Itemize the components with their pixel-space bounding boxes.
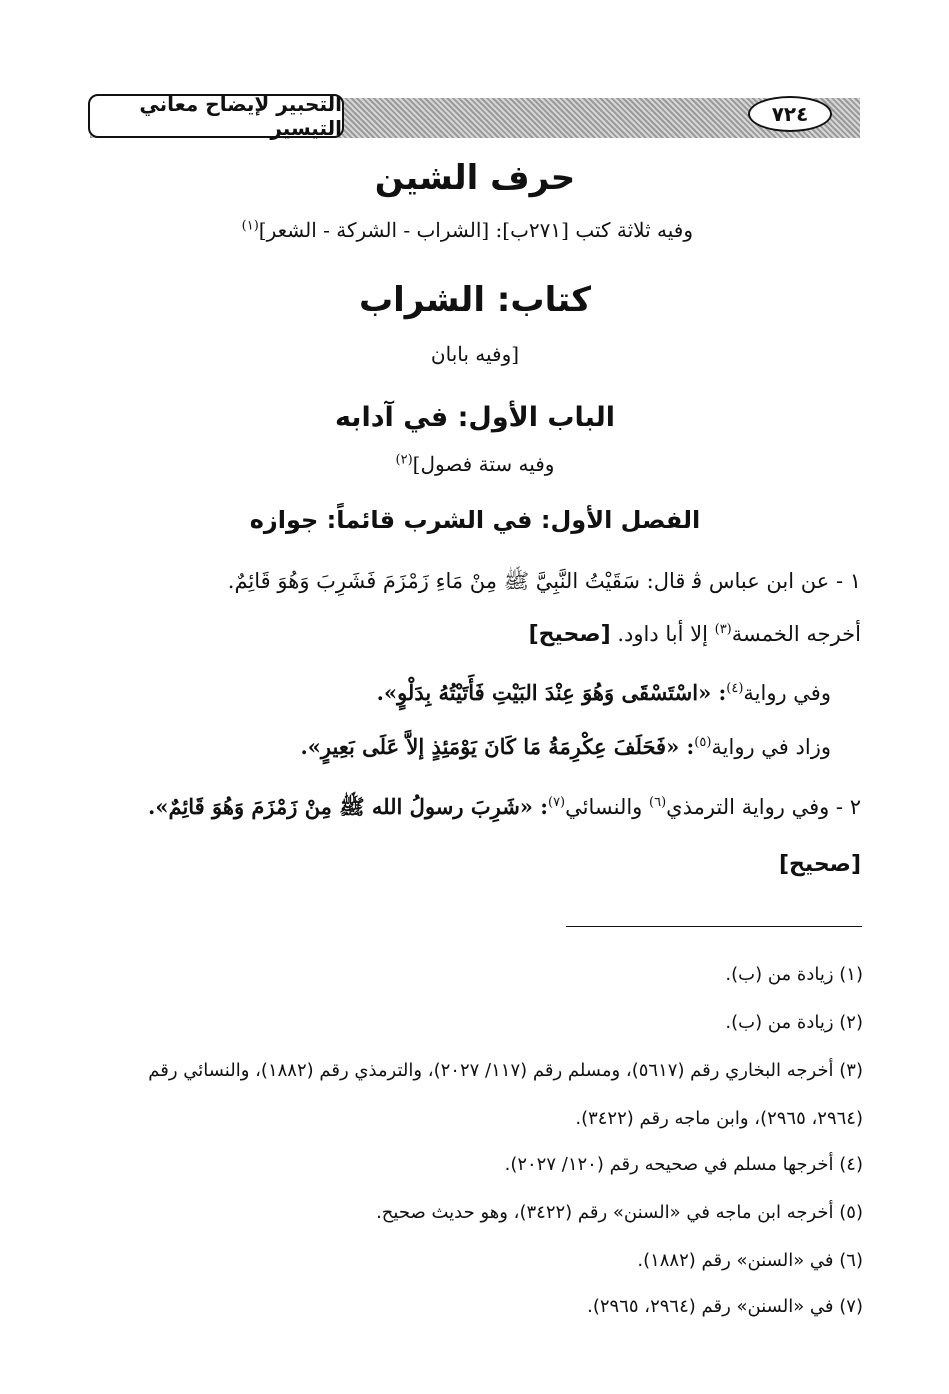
chapter-subtitle-text: وفيه ستة فصول] xyxy=(412,452,555,476)
hadith-1-takhrij xyxy=(529,622,861,647)
footnote-3-line-2 xyxy=(575,1108,863,1129)
footnote-ref-5[interactable]: (٥) xyxy=(694,735,712,750)
section-subtitle xyxy=(242,218,693,242)
hadith-1-riwaya-2 xyxy=(300,734,831,759)
book-title-text: كتاب: الشراب xyxy=(358,280,591,320)
fasl-title-text: الفصل الأول: في الشرب قائماً: جوازه xyxy=(249,506,701,534)
hadith-1 xyxy=(228,568,861,599)
footnote-ref-1[interactable]: (١) xyxy=(241,218,259,234)
footnote-2 xyxy=(725,1012,863,1033)
footnote-7 xyxy=(587,1296,863,1317)
footnote-5-text: (٥) أخرجه ابن ماجه في «السنن» رقم (٣٤٢٢)، وهو حديث صحيح. xyxy=(376,1202,863,1223)
running-header-title-text: التحبير لإيضاح معاني التيسير xyxy=(139,92,342,140)
hadith-2-grade xyxy=(779,852,861,877)
hadith-1-riwaya-1 xyxy=(377,680,831,705)
footnote-ref-3[interactable]: (٣) xyxy=(714,622,732,637)
footnote-5 xyxy=(376,1202,863,1223)
footnote-7-text: (٧) في «السنن» رقم (٢٩٦٤، ٢٩٦٥). xyxy=(587,1296,863,1317)
running-header-title xyxy=(88,94,344,138)
chapter-subtitle xyxy=(90,452,860,476)
chapter-title-text: الباب الأول: في آدابه xyxy=(334,402,616,433)
footnote-2-text: (٢) زيادة من (ب). xyxy=(725,1012,863,1033)
chapter-title xyxy=(90,402,860,433)
footnote-3-line-1 xyxy=(148,1060,863,1081)
footnote-ref-2[interactable]: (٢) xyxy=(395,452,413,468)
hadith-1-takhrij-a: أخرجه الخمسة xyxy=(731,622,861,646)
hadith-2-grade-text: [صحيح] xyxy=(778,852,861,877)
riwaya-2-intro: وزاد في رواية xyxy=(711,735,831,759)
footnote-3-text-2: (٢٩٦٤، ٢٩٦٥)، وابن ماجه رقم (٣٤٢٢). xyxy=(575,1108,863,1129)
footnote-ref-7[interactable]: (٧) xyxy=(547,795,566,810)
riwaya-1-quote: : «اسْتَسْقَى وَهُوَ عِنْدَ البَيْتِ فَأَتَيْتُهُ بِدَلْوٍ». xyxy=(376,680,727,705)
hadith-2-quote: : «شَرِبَ رسولُ الله ﷺ مِنْ زَمْزَمَ وَهُوَ قَائِمٌ». xyxy=(148,794,548,819)
hadith-2 xyxy=(148,794,861,825)
riwaya-2-quote: : «فَحَلَفَ عِكْرِمَةُ مَا كَانَ يَوْمَئِذٍ إلاَّ عَلَى بَعِيرٍ». xyxy=(300,734,695,759)
footnote-4 xyxy=(505,1154,863,1175)
section-title-text: حرف الشين xyxy=(374,158,576,198)
footnote-3-text-1: (٣) أخرجه البخاري رقم (٥٦١٧)، ومسلم رقم (١١٧/ ٢٠٢٧)، والترمذي رقم (١٨٨٢)، والنسائي رقم xyxy=(148,1060,863,1081)
book-title xyxy=(90,280,860,320)
section-title xyxy=(90,158,860,198)
hadith-2-intro: ٢ - وفي رواية الترمذي xyxy=(666,795,861,819)
footnote-6 xyxy=(637,1250,863,1271)
hadith-1-text: ١ - عن ابن عباس ﭬ قال: سَقَيْتُ النَّبِيَّ ﷺ مِنْ مَاءِ زَمْزَمَ فَشَرِبَ وَهُوَ قَائِمٌ. xyxy=(227,569,861,593)
footnote-4-text: (٤) أخرجها مسلم في صحيحه رقم (١٢٠/ ٢٠٢٧). xyxy=(504,1154,863,1175)
hadith-1-grade: [صحيح] xyxy=(528,622,611,647)
fasl-title xyxy=(90,506,860,534)
page-number xyxy=(748,96,832,132)
hadith-1-takhrij-b: إلا أبا داود. xyxy=(617,622,715,646)
footnote-1 xyxy=(725,964,863,985)
footnote-6-text: (٦) في «السنن» رقم (١٨٨٢). xyxy=(637,1250,863,1271)
book-subtitle xyxy=(90,342,860,366)
book-subtitle-text: [وفيه بابان xyxy=(430,342,520,366)
footnote-1-text: (١) زيادة من (ب). xyxy=(725,964,863,985)
riwaya-1-intro: وفي رواية xyxy=(743,681,831,705)
section-subtitle-text: وفيه ثلاثة كتب [٢٧١ب]: [الشراب - الشركة - الشعر] xyxy=(258,218,693,242)
page-number-text: ٧٢٤ xyxy=(771,102,809,126)
footnote-separator xyxy=(566,926,862,927)
footnote-ref-4[interactable]: (٤) xyxy=(726,681,744,696)
hadith-2-nasai: والنسائي xyxy=(565,795,649,819)
footnote-ref-6[interactable]: (٦) xyxy=(649,795,667,810)
